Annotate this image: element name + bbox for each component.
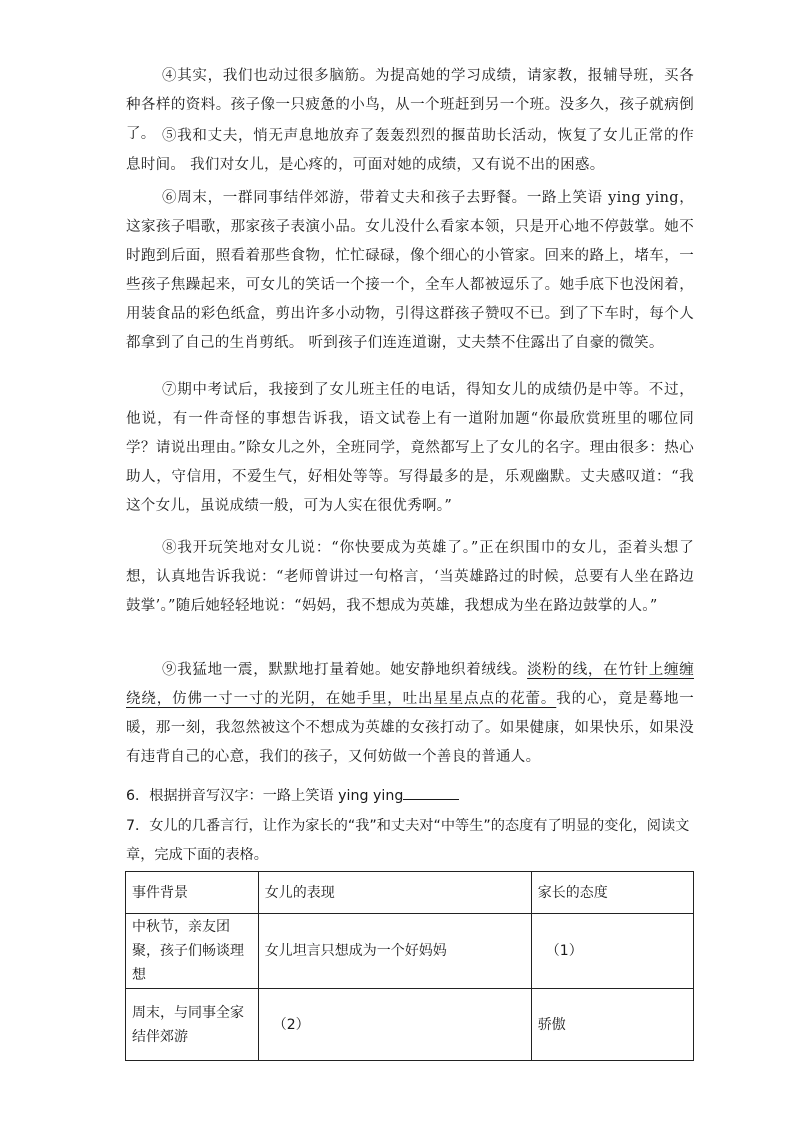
table-row xyxy=(126,914,694,989)
header-performance: 女儿的表现 xyxy=(258,872,531,914)
paragraph-7: ⑦期中考试后，我接到了女儿班主任的电话，得知女儿的成绩仍是中等。不过，他说，有一件奇怪的事想告诉我，语文试卷上有一道附加题“你最欣赏班里的哪位同学？请说出理由。”除女儿之外，全班同学，竟然都写上了女儿的名字。理由很多：热心助人，守信用，不爱生气，好相处等等。写得最多的是，乐观幽默。丈夫感叹道：“我这个女儿，虽说成绩一般，可为人实在很优秀啊。” xyxy=(126,382,694,514)
answer-table xyxy=(125,871,694,1061)
row-2-background: 周末，与同事全家结伴郊游 xyxy=(126,989,259,1061)
row-2-attitude: 骄傲 xyxy=(531,989,693,1061)
row-1-background: 中秋节，亲友团聚，孩子们畅谈理想 xyxy=(126,914,259,989)
paragraph-9-end: 我的心，竟是蓦地一暖，那一刻，我忽然被这个不想成为英雄的女孩打动了。如果健康，如果快乐，如果没有违背自己的心意，我们的孩子，又何妨做一个善良的普通人。 xyxy=(126,691,694,765)
paragraph-6: ⑥周末，一群同事结伴郊游，带着丈夫和孩子去野餐。一路上笑语 ying ying，这家孩子唱歌，那家孩子表演小品。女儿没什么看家本领，只是开心地不停鼓掌。她不时跑到后面，照看着那些食物，忙忙碌碌，像个细心的小管家。回来的路上，堵车，一些孩子焦躁起来，可女儿的笑话一个接一个，全车人都被逗乐了。她手底下也没闲着，用装食品的彩色纸盒，剪出许多小动物，引得这群孩子赞叹不已。到了下车时，每个人都拿到了自己的生肖剪纸。 听到孩子们连连道谢，丈夫禁不住露出了自豪的微笑。 xyxy=(126,190,694,351)
row-2-performance[interactable]: （2） xyxy=(258,989,531,1061)
table-row xyxy=(126,989,694,1061)
underlined-sentence: 淡粉的线，在竹针上缠缠绕绕，仿佛一寸一寸的光阴，在她手里，吐出星星点点的花蕾。 xyxy=(126,662,694,707)
header-attitude: 家长的态度 xyxy=(531,872,693,914)
row-1-performance: 女儿坦言只想成为一个好妈妈 xyxy=(258,914,531,989)
table-header-row xyxy=(126,872,694,914)
paragraph-4: ④其实，我们也动过很多脑筋。为提高她的学习成绩，请家教，报辅导班，买各种各样的资料。孩子像一只疲惫的小鸟，从一个班赶到另一个班。没多久，孩子就病倒了。 xyxy=(126,68,694,142)
paragraph-9-start: ⑨我猛地一震，默默地打量着她。她安静地织着绒线。 xyxy=(162,662,528,678)
paragraph-9 xyxy=(126,656,694,772)
row-1-attitude[interactable]: （1） xyxy=(531,914,693,989)
question-6 xyxy=(126,782,701,811)
paragraph-5: ⑤我和丈夫，悄无声息地放弃了轰轰烈烈的揠苗助长活动，恢复了女儿正常的作息时间。 我们对女儿，是心疼的，可面对她的成绩，又有说不出的困惑。 xyxy=(126,128,694,173)
question-7: 7．女儿的几番言行，让作为家长的“我”和丈夫对“中等生”的态度有了明显的变化，阅读文章，完成下面的表格。 xyxy=(126,818,690,863)
paragraph-8: ⑧我开玩笑地对女儿说：“你快要成为英雄了。”正在织围巾的女儿，歪着头想了想，认真地告诉我说：“老师曾讲过一句格言，‘当英雄路过的时候，总要有人坐在路边鼓掌’。”随后她轻轻地说：“妈妈，我不想成为英雄，我想成为坐在路边鼓掌的人。” xyxy=(126,540,694,614)
header-background: 事件背景 xyxy=(126,872,259,914)
answer-blank[interactable] xyxy=(403,785,459,800)
question-6-text: 6．根据拼音写汉字：一路上笑语 ying ying xyxy=(126,788,404,804)
